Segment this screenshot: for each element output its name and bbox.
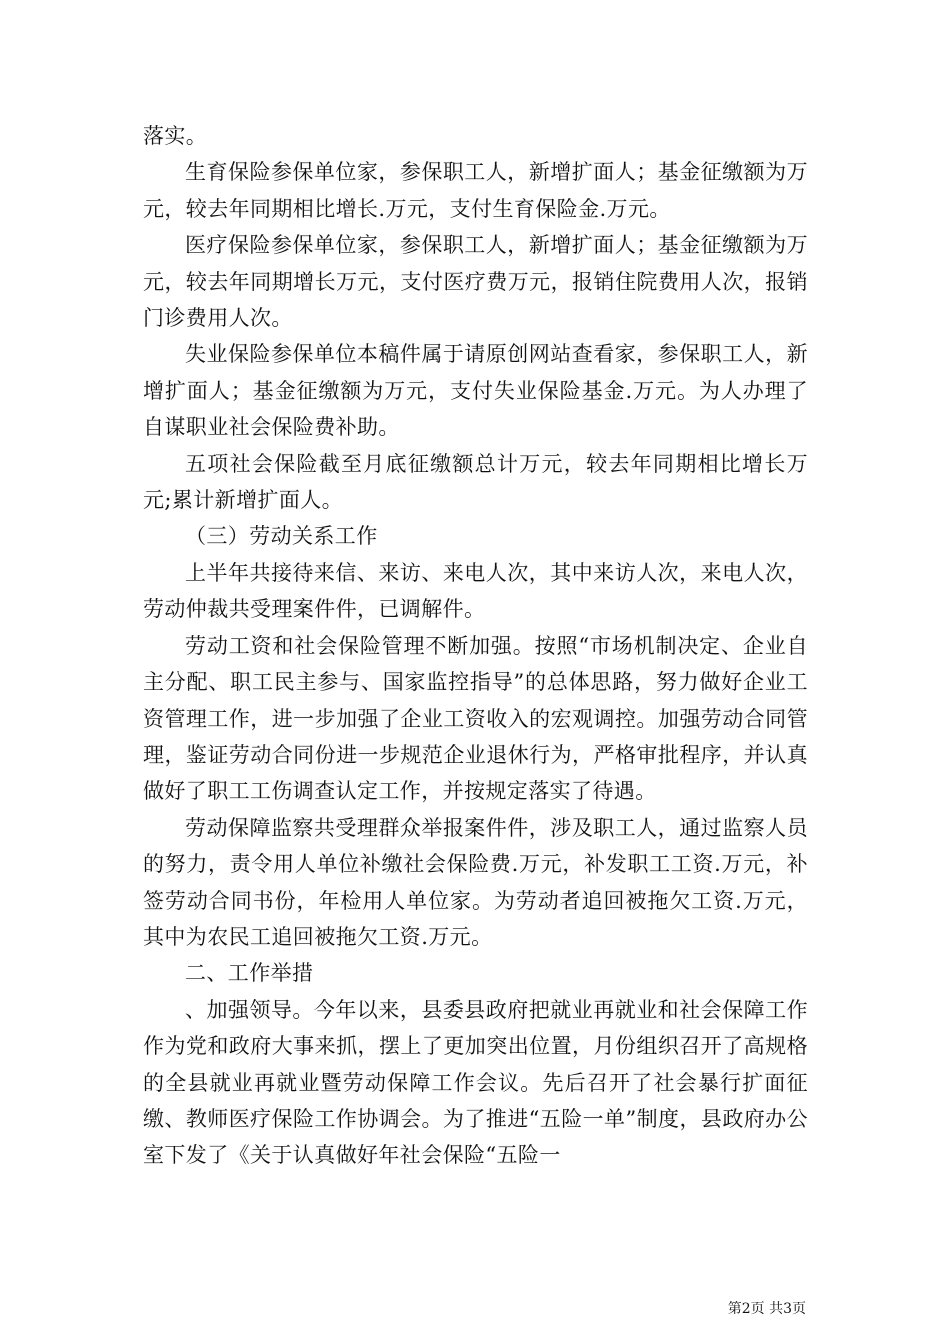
paragraph-wage-management: 劳动工资和社会保险管理不断加强。按照“市场机制决定、企业自主分配、职工民主参与、国家监控指导”的总体思路，努力做好企业工资管理工作，进一步加强了企业工资收入的宏观调控。加强劳动合同管理，鉴证劳动合同份进一步规范企业退休行为，严格审批程序，并认真做好了职工工伤调查认定工作，并按规定落实了待遇。 bbox=[143, 633, 808, 804]
paragraph-unemployment-insurance: 失业保险参保单位本稿件属于请原创网站查看家，参保职工人，新增扩面人；基金征缴额为万元，支付失业保险基金.万元。为人办理了自谋职业社会保险费补助。 bbox=[143, 342, 808, 440]
paragraph-five-insurances: 五项社会保险截至月底征缴额总计万元，较去年同期相比增长万元;累计新增扩面人。 bbox=[143, 451, 808, 513]
paragraph-strengthen-leadership: 、加强领导。今年以来，县委县政府把就业再就业和社会保障工作作为党和政府大事来抓，摆上了更加突出位置，月份组织召开了高规格的全县就业再就业暨劳动保障工作会议。先后召开了社会暴行扩面征缴、教师医疗保险工作协调会。为了推进“五险一单”制度，县政府办公室下发了《关于认真做好年社会保险“五险一 bbox=[143, 997, 808, 1168]
section-heading-labor-relations: （三）劳动关系工作 bbox=[185, 524, 378, 549]
document-body bbox=[143, 118, 808, 1174]
paragraph-maternity-insurance: 生育保险参保单位家，参保职工人，新增扩面人；基金征缴额为万元，较去年同期相比增长.万元，支付生育保险金.万元。 bbox=[143, 160, 808, 221]
paragraph-letters-visits: 上半年共接待来信、来访、来电人次，其中来访人次，来电人次，劳动仲裁共受理案件件，已调解件。 bbox=[143, 560, 808, 622]
paragraph-medical-insurance: 医疗保险参保单位家，参保职工人，新增扩面人；基金征缴额为万元，较去年同期增长万元，支付医疗费万元，报销住院费用人次，报销门诊费用人次。 bbox=[143, 233, 808, 331]
paragraph-labor-inspection: 劳动保障监察共受理群众举报案件件，涉及职工人，通过监察人员的努力，责令用人单位补缴社会保险费.万元，补发职工工资.万元，补签劳动合同书份，年检用人单位家。为劳动者追回被拖欠工资.万元，其中为农民工追回被拖欠工资.万元。 bbox=[143, 815, 808, 949]
section-heading-work-measures: 二、工作举措 bbox=[185, 961, 314, 986]
page-number-footer: 第2页 共3页 bbox=[727, 1301, 806, 1317]
paragraph-continuation: 落实。 bbox=[143, 124, 208, 148]
